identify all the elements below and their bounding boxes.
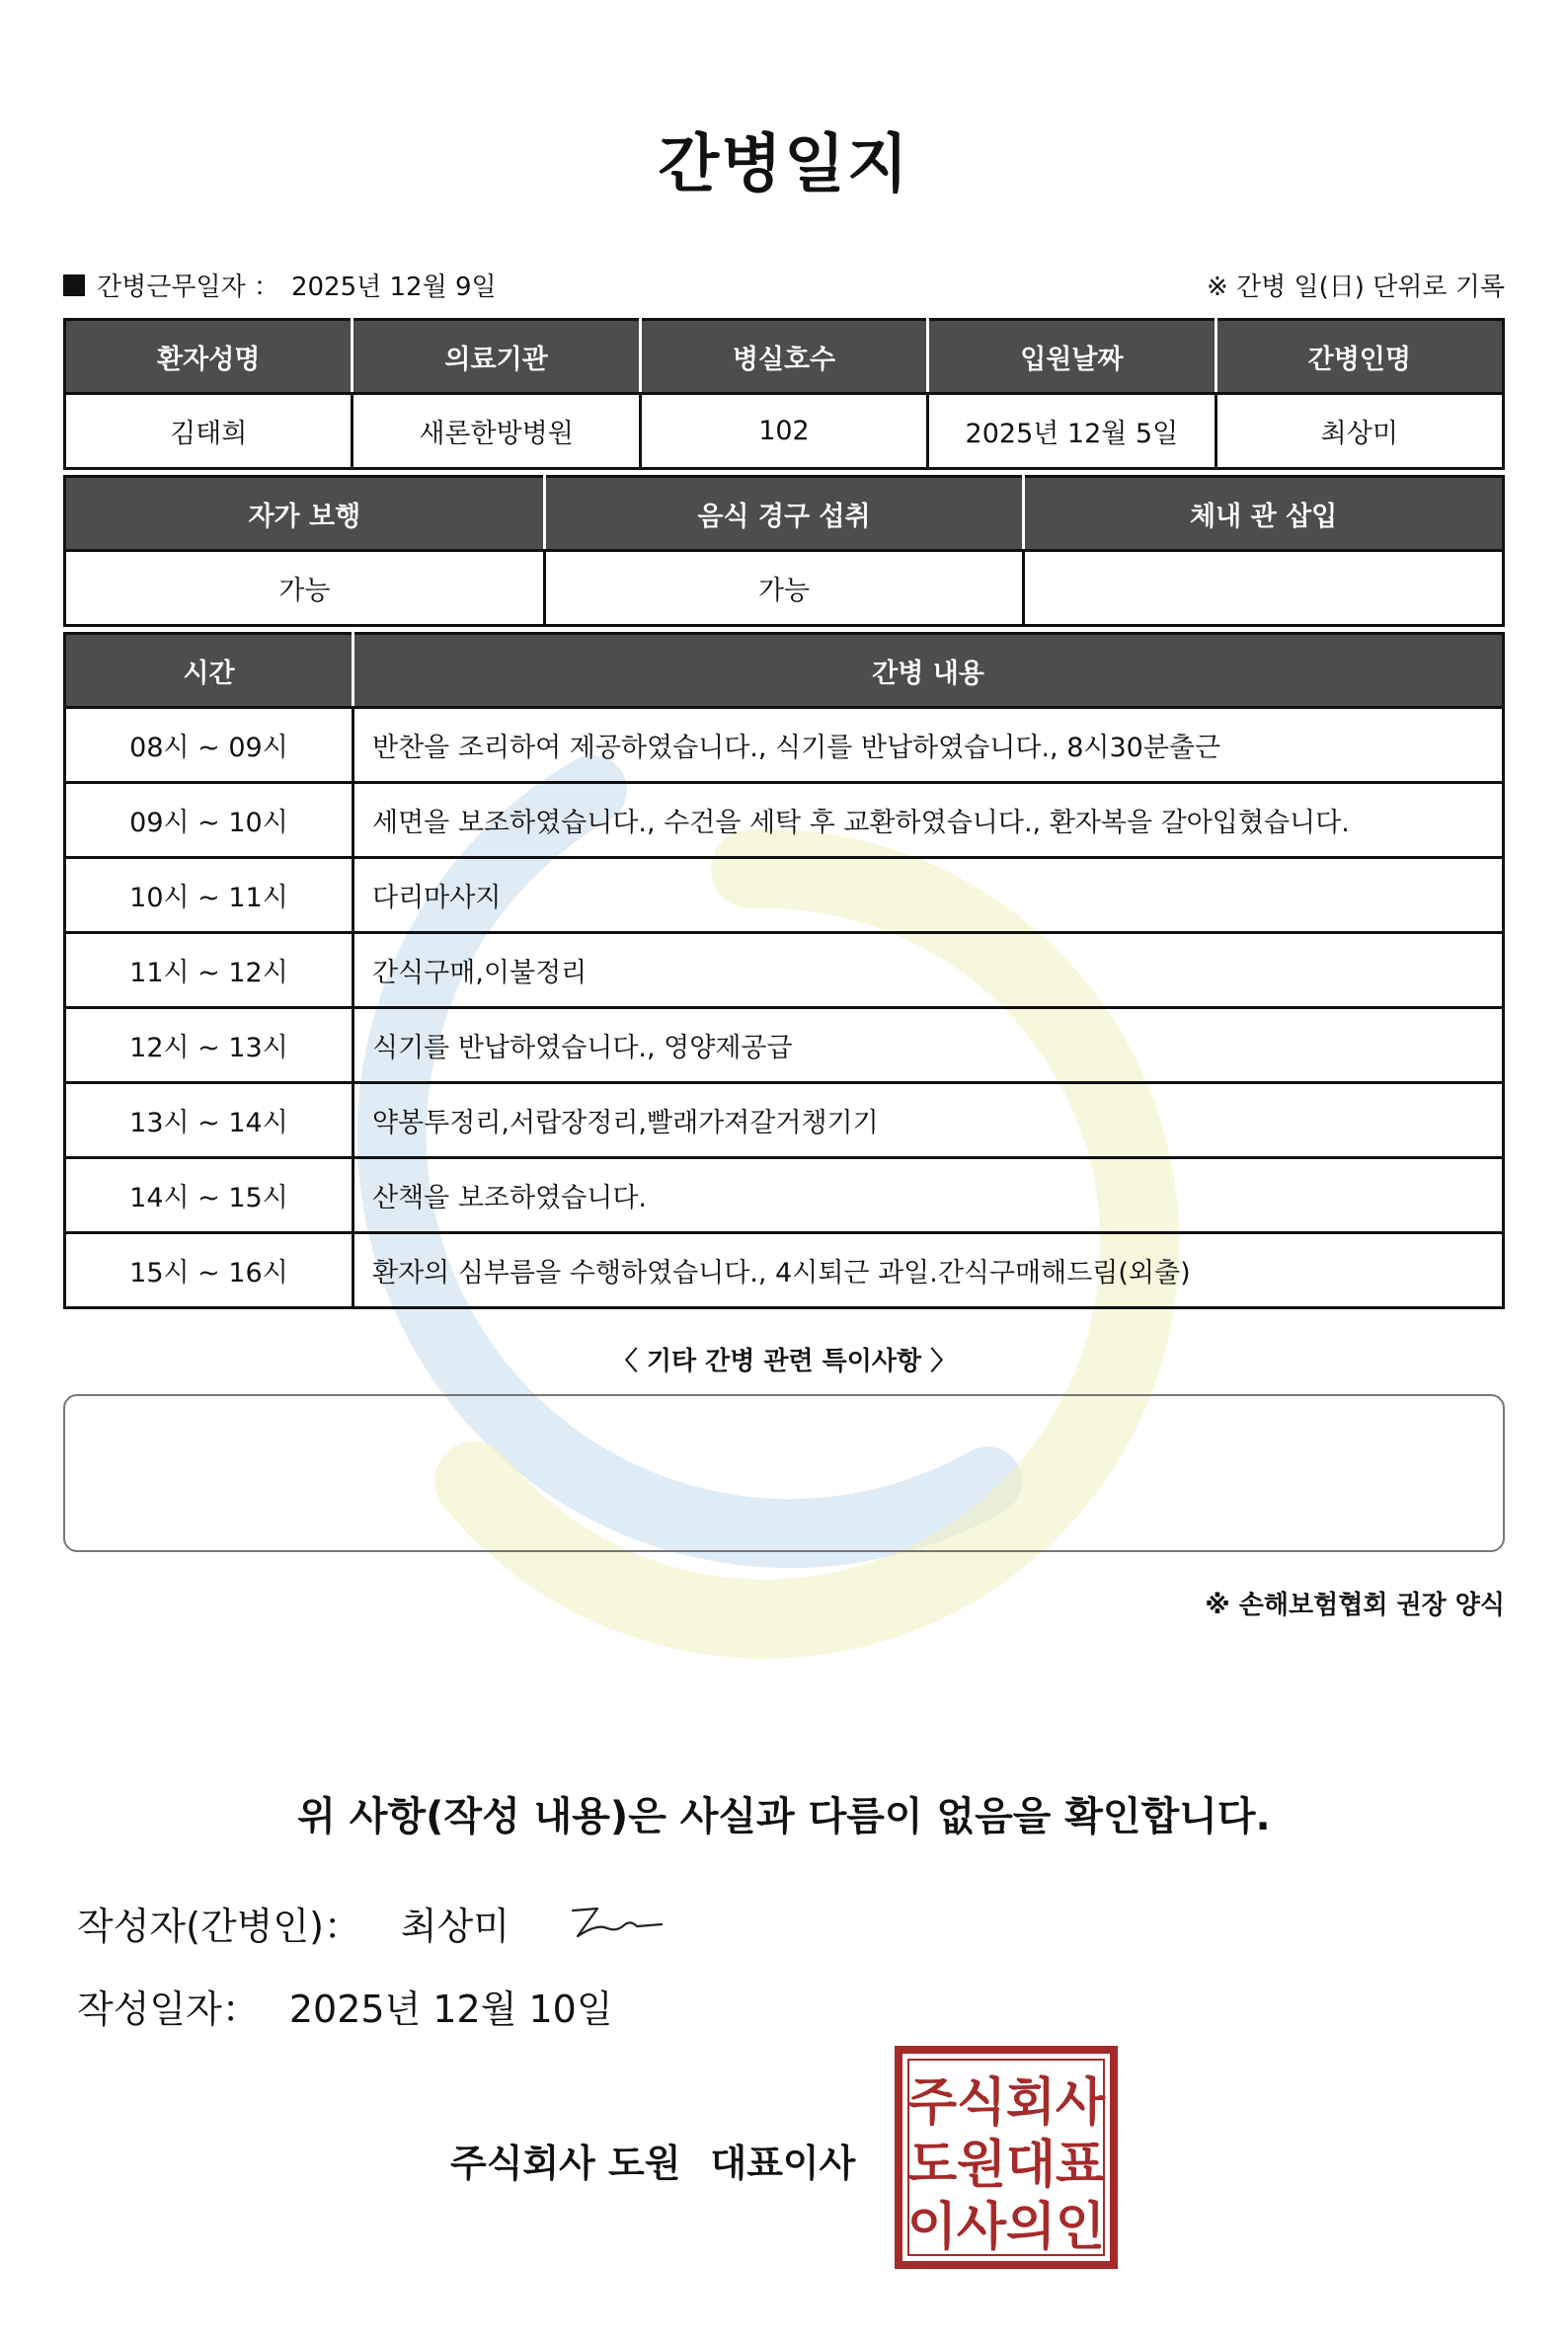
- writer-label: 작성자(간병인)：: [77, 1905, 361, 1948]
- hospital-name: 새론한방병원: [353, 394, 640, 469]
- svg-text:이: 이: [906, 2198, 958, 2257]
- write-date-line: [77, 1979, 613, 2033]
- content-cell: 약봉투정리,서랍장정리,빨래가져갈거챙기기: [353, 1083, 1504, 1158]
- content-cell: 간식구매,이불정리: [353, 933, 1504, 1008]
- company-seal-stamp: [895, 2046, 1118, 2269]
- header-oral-intake: 음식 경구 섭취: [544, 477, 1024, 551]
- content-cell: 다리마사지: [353, 858, 1504, 933]
- write-date-label: 작성일자：: [77, 1988, 260, 2031]
- company-role: 대표이사: [710, 2142, 856, 2185]
- bullet-square-icon: [63, 274, 85, 296]
- work-date-line: [63, 267, 497, 303]
- special-notes-title: 〈 기타 간병 관련 특이사항 〉: [611, 1347, 957, 1376]
- patient-name: 김태희: [65, 394, 353, 469]
- header-room: 병실호수: [640, 320, 927, 394]
- time-cell: 09시 ~ 10시: [65, 783, 353, 858]
- handwritten-signature: [568, 1899, 666, 1948]
- writer-name: 최상미: [400, 1905, 510, 1948]
- writer-line: [77, 1896, 510, 1950]
- special-notes-box: [63, 1394, 1505, 1552]
- company-line: [450, 2133, 855, 2187]
- table-row: [65, 933, 1504, 1008]
- table-row: [65, 858, 1504, 933]
- svg-text:주: 주: [906, 2073, 958, 2133]
- time-cell: 15시 ~ 16시: [65, 1233, 353, 1308]
- table-row: [65, 1158, 1504, 1233]
- document-title: 간병일지: [658, 128, 910, 201]
- caregiver-name: 최상미: [1215, 394, 1503, 469]
- svg-text:원: 원: [956, 2136, 1007, 2195]
- svg-text:회: 회: [1005, 2073, 1057, 2133]
- time-cell: 10시 ~ 11시: [65, 858, 353, 933]
- time-cell: 13시 ~ 14시: [65, 1083, 353, 1158]
- room-number: 102: [640, 394, 927, 469]
- record-unit-note: ※ 간병 일(日) 단위로 기록: [1206, 273, 1505, 302]
- header-care-content: 간병 내용: [353, 634, 1504, 708]
- table-row: [65, 1083, 1504, 1158]
- svg-text:의: 의: [1005, 2198, 1057, 2257]
- svg-text:도: 도: [906, 2136, 958, 2195]
- self-walking-value: 가능: [65, 551, 545, 626]
- care-log-table: [63, 632, 1505, 1309]
- tube-insertion-value: [1024, 551, 1504, 626]
- svg-text:사: 사: [956, 2198, 1007, 2257]
- svg-text:사: 사: [1055, 2073, 1106, 2133]
- table-row: [65, 1008, 1504, 1083]
- time-cell: 08시 ~ 09시: [65, 708, 353, 783]
- header-time: 시간: [65, 634, 353, 708]
- table-row: [65, 783, 1504, 858]
- table-row: [65, 708, 1504, 783]
- svg-text:식: 식: [956, 2073, 1007, 2133]
- header-patient-name: 환자성명: [65, 320, 353, 394]
- confirmation-statement: 위 사항(작성 내용)은 사실과 다름이 없음을 확인합니다.: [297, 1794, 1271, 1839]
- header-self-walking: 자가 보행: [65, 477, 545, 551]
- table-row: [65, 1233, 1504, 1308]
- header-tube-insertion: 체내 관 삽입: [1024, 477, 1504, 551]
- content-cell: 반찬을 조리하여 제공하였습니다., 식기를 반납하였습니다., 8시30분출근: [353, 708, 1504, 783]
- content-cell: 산책을 보조하였습니다.: [353, 1158, 1504, 1233]
- svg-text:인: 인: [1055, 2198, 1106, 2257]
- oral-intake-value: 가능: [544, 551, 1024, 626]
- content-cell: 환자의 심부름을 수행하였습니다., 4시퇴근 과일.간식구매해드림(외출): [353, 1233, 1504, 1308]
- patient-status-table: [63, 475, 1505, 627]
- time-cell: 11시 ~ 12시: [65, 933, 353, 1008]
- company-name: 주식회사 도원: [450, 2142, 681, 2185]
- patient-info-table: [63, 318, 1505, 470]
- work-date-label: 간병근무일자 ：: [97, 273, 279, 302]
- admission-date: 2025년 12월 5일: [928, 394, 1215, 469]
- time-cell: 12시 ~ 13시: [65, 1008, 353, 1083]
- time-cell: 14시 ~ 15시: [65, 1158, 353, 1233]
- header-admission-date: 입원날짜: [928, 320, 1215, 394]
- work-date-value: 2025년 12월 9일: [290, 273, 497, 302]
- svg-text:대: 대: [1005, 2136, 1057, 2195]
- header-hospital: 의료기관: [353, 320, 640, 394]
- content-cell: 세면을 보조하였습니다., 수건을 세탁 후 교환하였습니다., 환자복을 갈아입혔습니다.: [353, 783, 1504, 858]
- content-cell: 식기를 반납하였습니다., 영양제공급: [353, 1008, 1504, 1083]
- svg-text:표: 표: [1055, 2136, 1106, 2195]
- header-caregiver-name: 간병인명: [1215, 320, 1503, 394]
- recommended-form-note: ※ 손해보험협회 권장 양식: [1205, 1591, 1505, 1620]
- write-date-value: 2025년 12월 10일: [288, 1988, 613, 2031]
